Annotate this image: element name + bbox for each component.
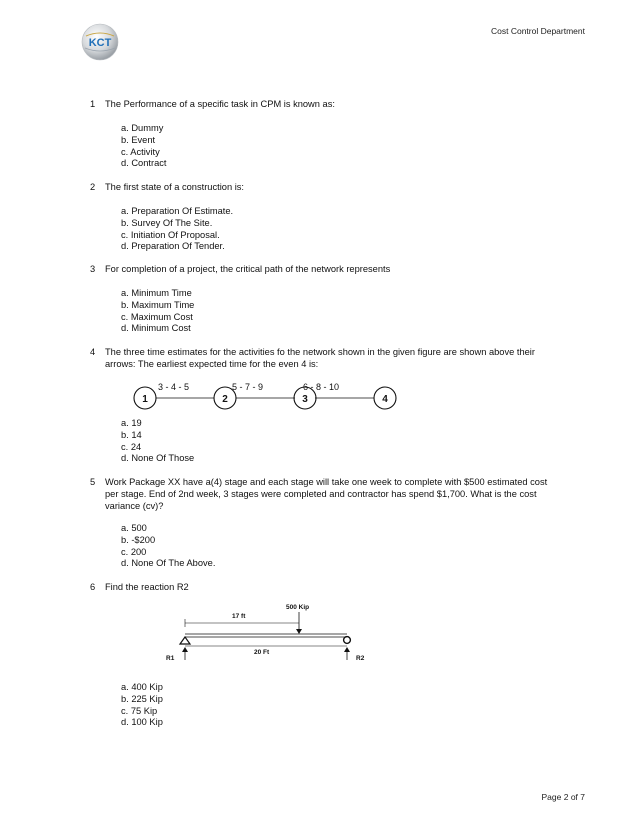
pin-support xyxy=(180,637,190,644)
option: b. Maximum Time xyxy=(121,299,195,310)
question-text: The first state of a construction is: xyxy=(105,182,244,192)
option: b. Event xyxy=(121,134,156,145)
option: c. Maximum Cost xyxy=(121,311,193,322)
option: c. Initiation Of Proposal. xyxy=(121,229,220,240)
question-number: 1 xyxy=(90,99,96,109)
question-4-options xyxy=(121,418,194,465)
question-4 xyxy=(90,347,550,371)
question-5 xyxy=(90,477,550,512)
activity-label: 5 - 7 - 9 xyxy=(232,382,264,392)
question-6 xyxy=(90,582,550,594)
option: c. 200 xyxy=(121,546,147,557)
question-text: The three time estimates for the activities fo the network shown in the given figure are shown above their arrows: The earliest expected time for the even 4 is: xyxy=(105,347,535,369)
option: d. 100 Kip xyxy=(121,717,163,728)
reaction-label-r2: R2 xyxy=(356,655,365,662)
activity-label: 3 - 4 - 5 xyxy=(158,382,190,392)
reaction-arrowhead-r1 xyxy=(182,647,188,652)
question-3-options xyxy=(121,288,194,335)
option: d. None Of Those xyxy=(121,453,195,464)
page-number: Page 2 of 7 xyxy=(541,792,585,802)
question-6-options xyxy=(121,682,163,729)
load-label: 500 Kip xyxy=(286,604,310,611)
question-number: 3 xyxy=(90,264,96,274)
reaction-label-r1: R1 xyxy=(166,655,175,662)
option: b. Survey Of The Site. xyxy=(121,217,213,228)
beam-diagram xyxy=(160,598,380,668)
node-number: 2 xyxy=(222,394,228,405)
question-2-options xyxy=(121,206,233,253)
logo-text: KCT xyxy=(88,37,112,49)
option: c. 75 Kip xyxy=(121,705,158,716)
question-text: Find the reaction R2 xyxy=(105,582,189,592)
question-text: Work Package XX have a(4) stage and each stage will take one week to complete with $500 estimated cost per stage. End of 2nd week, 3 stages were completed and contractor has spend $1,700. What is the cost variance (cv)? xyxy=(105,477,548,511)
question-1 xyxy=(90,99,550,111)
option: a. 400 Kip xyxy=(121,682,163,692)
option: a. 19 xyxy=(121,418,142,428)
question-2 xyxy=(90,182,550,194)
question-text: The Performance of a specific task in CPM is known as: xyxy=(105,99,335,109)
node-number: 4 xyxy=(382,394,388,405)
department-name: Cost Control Department xyxy=(490,26,585,36)
option: a. Dummy xyxy=(121,123,164,133)
node-number: 1 xyxy=(142,394,148,405)
question-number: 6 xyxy=(90,582,96,592)
question-5-options xyxy=(121,523,215,570)
option: d. Preparation Of Tender. xyxy=(121,241,225,252)
question-number: 2 xyxy=(90,182,96,192)
network-diagram xyxy=(120,378,420,414)
option: a. Minimum Time xyxy=(121,288,192,298)
load-distance-label: 17 ft xyxy=(232,613,246,620)
option: a. Preparation Of Estimate. xyxy=(121,206,234,216)
option: b. 14 xyxy=(121,429,142,440)
load-arrowhead xyxy=(296,629,302,634)
option: b. -$200 xyxy=(121,534,156,545)
option: a. 500 xyxy=(121,523,147,533)
question-3 xyxy=(90,264,550,276)
option: c. Activity xyxy=(121,146,160,157)
question-number: 4 xyxy=(90,347,96,357)
reaction-arrowhead-r2 xyxy=(344,647,350,652)
roller-support xyxy=(344,637,351,644)
company-logo xyxy=(80,22,120,62)
option: b. 225 Kip xyxy=(121,693,163,704)
option: c. 24 xyxy=(121,441,142,452)
question-number: 5 xyxy=(90,477,96,487)
option: d. None Of The Above. xyxy=(121,558,216,569)
activity-label: 6 - 8 - 10 xyxy=(303,382,340,392)
option: d. Minimum Cost xyxy=(121,323,191,334)
span-label: 20 Ft xyxy=(254,649,270,656)
question-1-options xyxy=(121,123,166,170)
option: d. Contract xyxy=(121,158,167,169)
question-text: For completion of a project, the critical path of the network represents xyxy=(105,264,391,274)
node-number: 3 xyxy=(302,394,308,405)
